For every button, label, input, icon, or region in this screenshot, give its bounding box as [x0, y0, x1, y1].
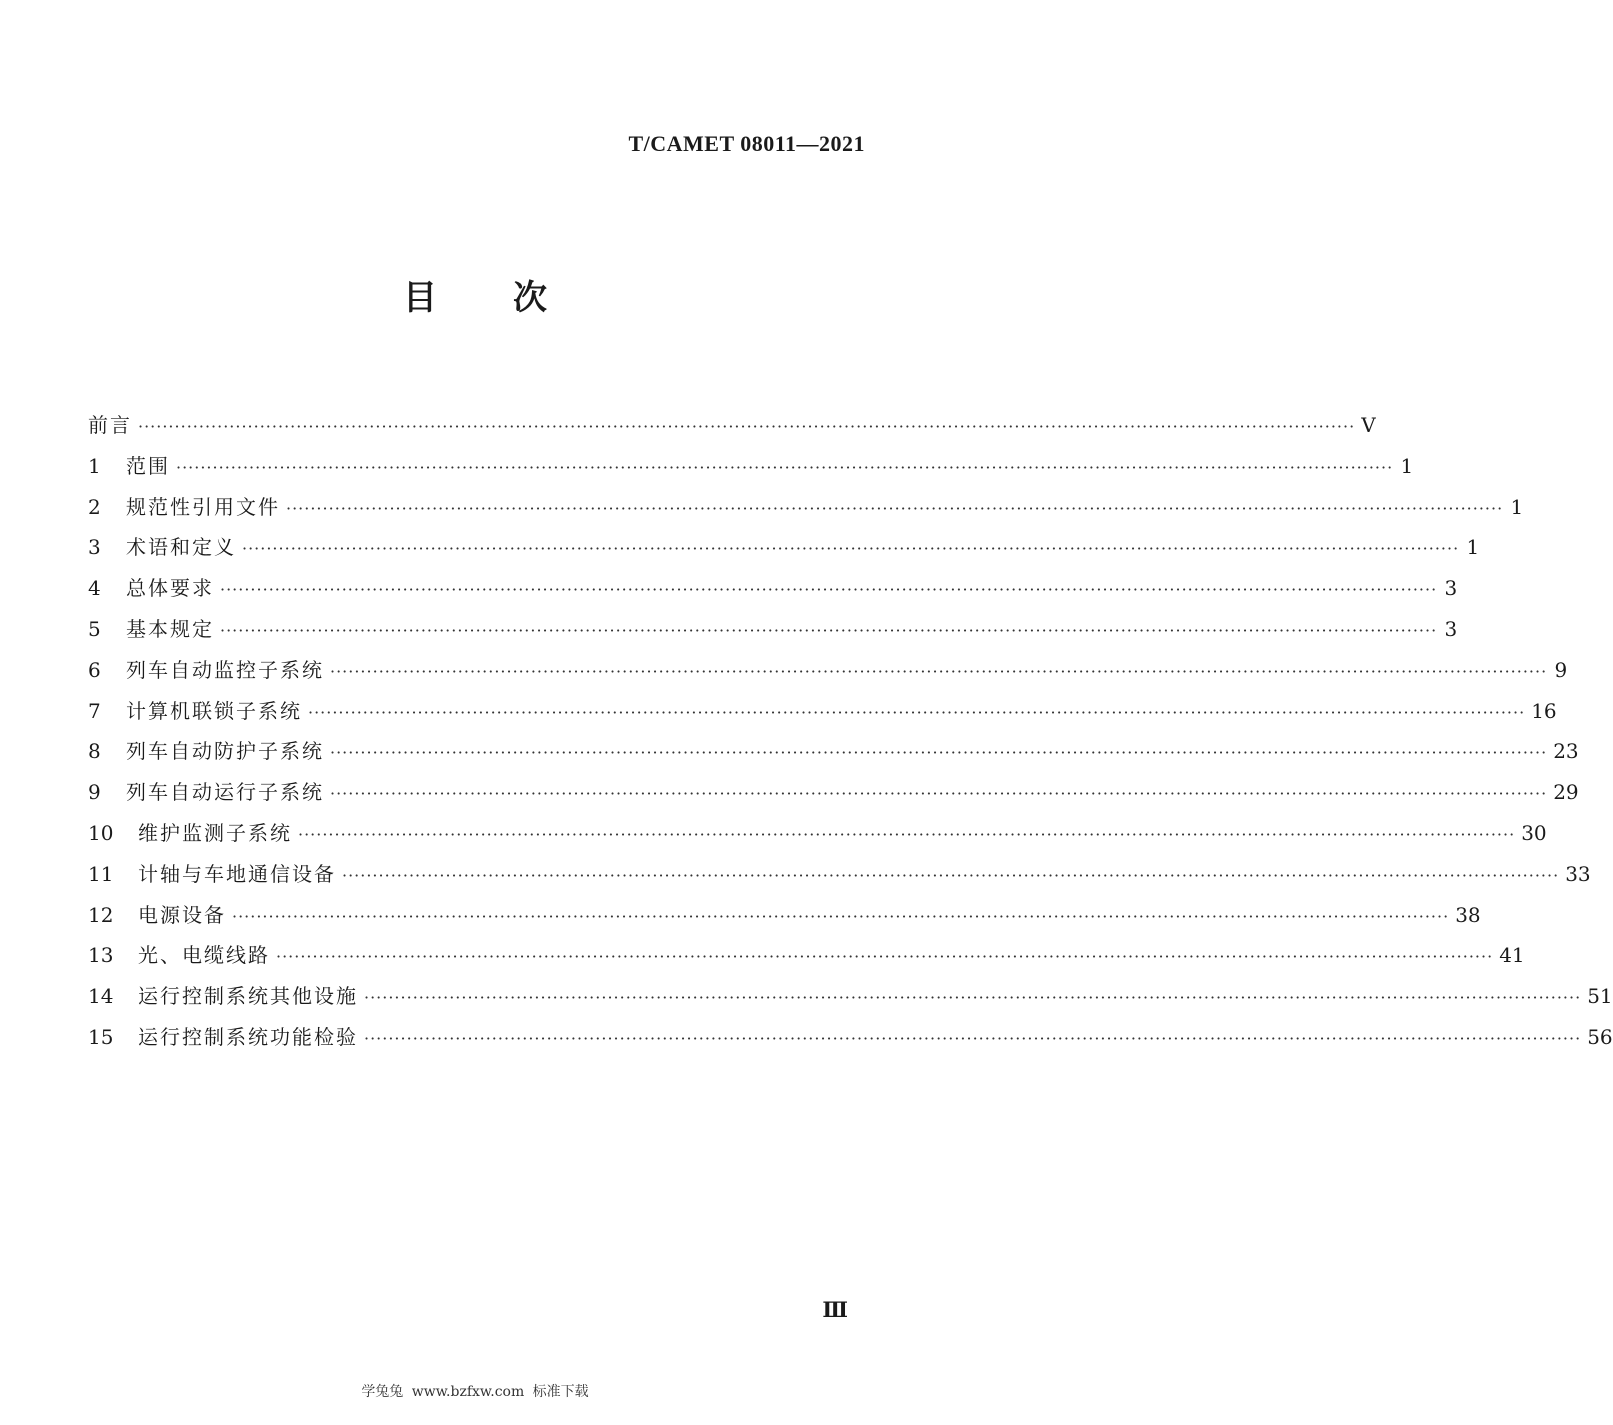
- page-title: 目次: [403, 278, 623, 318]
- toc-entry[interactable]: [88, 935, 1525, 976]
- toc-leader-dots: ········································································································································································································: [298, 824, 1516, 844]
- toc-entry-page: 41: [1499, 943, 1525, 968]
- toc-leader-dots: ········································································································································································································: [232, 906, 1450, 926]
- toc-entry[interactable]: [88, 487, 1524, 528]
- toc-entry-page: 1: [1466, 535, 1480, 560]
- toc-leader-dots: ········································································································································································································: [364, 1028, 1582, 1048]
- toc-leader-dots: ········································································································································································································: [330, 661, 1548, 681]
- toc-entry-label: 计算机联锁子系统: [126, 698, 302, 723]
- toc-entry-label: 范围: [126, 453, 170, 478]
- toc-entry-label: 总体要求: [126, 576, 214, 601]
- toc-entry-page: 29: [1553, 780, 1579, 805]
- toc-entry[interactable]: [88, 854, 1591, 895]
- toc-entry-label: 电源设备: [138, 902, 226, 927]
- toc-entry-page: 23: [1553, 739, 1579, 764]
- toc-entry-label: 基本规定: [126, 616, 214, 641]
- toc-entry-number: 12: [88, 902, 114, 927]
- toc-leader-dots: ········································································································································································································: [364, 988, 1582, 1008]
- toc-entry-label: 计轴与车地通信设备: [138, 861, 336, 886]
- toc-entry-number: 7: [88, 698, 101, 723]
- toc-entry-number: 8: [88, 739, 101, 764]
- toc-entry-label: 列车自动防护子系统: [126, 739, 324, 764]
- toc-entry-number: 15: [88, 1024, 114, 1049]
- toc-leader-dots: ········································································································································································································: [342, 865, 1560, 885]
- toc-entry-page: 3: [1444, 616, 1458, 641]
- toc-entry-number: 3: [88, 535, 101, 560]
- toc-leader-dots: ········································································································································································································: [286, 498, 1504, 518]
- toc-entry[interactable]: [88, 731, 1579, 772]
- toc-entry-page: 3: [1444, 576, 1458, 601]
- toc-entry[interactable]: [88, 813, 1547, 854]
- toc-entry[interactable]: [88, 1017, 1613, 1058]
- toc-entry-number: 5: [88, 616, 101, 641]
- table-of-contents: [88, 405, 1613, 1058]
- toc-entry-number: 2: [88, 494, 101, 519]
- toc-leader-dots: ········································································································································································································: [138, 417, 1356, 436]
- toc-entry-page: 16: [1531, 698, 1557, 723]
- toc-entry-number: 14: [88, 984, 114, 1009]
- toc-entry[interactable]: [88, 405, 1376, 446]
- toc-entry-page: 9: [1554, 657, 1568, 682]
- toc-entry[interactable]: [88, 976, 1613, 1017]
- toc-entry-number: 9: [88, 780, 101, 805]
- toc-entry[interactable]: [88, 446, 1414, 487]
- toc-entry-page: V: [1361, 413, 1376, 437]
- toc-entry-label: 列车自动运行子系统: [126, 780, 324, 805]
- toc-entry[interactable]: [88, 527, 1480, 568]
- toc-entry-label: 列车自动监控子系统: [126, 657, 324, 682]
- toc-entry-label: 光、电缆线路: [138, 943, 270, 968]
- toc-entry-page: 30: [1521, 820, 1547, 845]
- standard-code: T/CAMET 08011—2021: [628, 131, 865, 156]
- toc-entry-page: 56: [1587, 1024, 1613, 1049]
- page-number: Ⅲ: [822, 1298, 848, 1322]
- toc-entry[interactable]: [88, 609, 1458, 650]
- toc-entry-number: 11: [88, 861, 114, 886]
- toc-leader-dots: ········································································································································································································: [220, 580, 1438, 600]
- toc-entry-page: 1: [1400, 453, 1414, 478]
- footer-watermark: 学兔兔 www.bzfxw.com 标准下载: [361, 1384, 589, 1400]
- toc-entry[interactable]: [88, 895, 1481, 936]
- toc-leader-dots: ········································································································································································································: [176, 457, 1394, 477]
- toc-entry-number: 13: [88, 943, 114, 968]
- toc-leader-dots: ········································································································································································································: [242, 539, 1460, 559]
- toc-entry-label: 运行控制系统功能检验: [138, 1024, 358, 1049]
- toc-entry-number: 4: [88, 576, 101, 601]
- toc-entry-label: 维护监测子系统: [138, 820, 292, 845]
- toc-entry[interactable]: [88, 650, 1568, 691]
- toc-entry-label: 术语和定义: [126, 535, 236, 560]
- toc-entry-page: 38: [1455, 902, 1481, 927]
- toc-entry-label: 前言: [88, 413, 132, 437]
- toc-entry-label: 规范性引用文件: [126, 494, 280, 519]
- toc-entry-page: 51: [1587, 984, 1613, 1009]
- toc-entry[interactable]: [88, 691, 1557, 732]
- toc-leader-dots: ········································································································································································································: [220, 620, 1438, 640]
- toc-leader-dots: ········································································································································································································: [330, 784, 1548, 804]
- toc-entry-number: 6: [88, 657, 101, 682]
- toc-leader-dots: ········································································································································································································: [308, 702, 1526, 722]
- toc-entry-number: 10: [88, 820, 114, 845]
- toc-leader-dots: ········································································································································································································: [330, 743, 1548, 763]
- toc-entry-page: 1: [1510, 494, 1524, 519]
- toc-entry[interactable]: [88, 568, 1458, 609]
- toc-entry-number: 1: [88, 453, 101, 478]
- toc-leader-dots: ········································································································································································································: [276, 947, 1494, 967]
- toc-entry-label: 运行控制系统其他设施: [138, 984, 358, 1009]
- toc-entry[interactable]: [88, 772, 1579, 813]
- toc-entry-page: 33: [1565, 861, 1591, 886]
